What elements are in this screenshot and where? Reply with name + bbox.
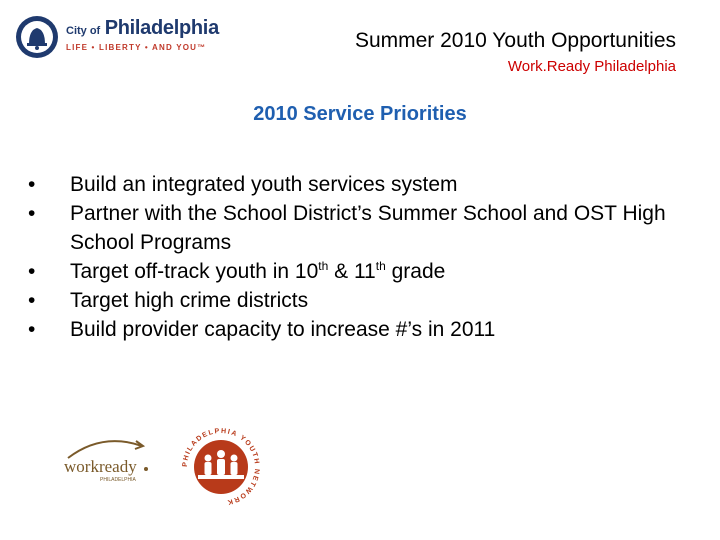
city-logo-text [66, 17, 219, 40]
youth-network-ring-text: PHILADELPHIA YOUTH NETWORK [181, 427, 261, 506]
text-segment: grade [385, 260, 446, 283]
bullet-marker: • [28, 202, 36, 225]
list-item [28, 257, 688, 286]
priorities-list [28, 170, 688, 344]
workready-wordmark: workready [64, 457, 137, 476]
city-tagline: LIFE • LIBERTY • AND YOU™ [66, 43, 207, 52]
list-item-text: Target high crime districts [70, 289, 309, 312]
workready-small-text: PHILADELPHIA [100, 477, 136, 483]
text-segment: Target off-track youth in 10 [70, 260, 319, 283]
city-of-philadelphia-logo [14, 14, 224, 60]
text-segment: & 11 [328, 260, 376, 283]
page-subtitle: Work.Ready Philadelphia [507, 58, 676, 75]
list-item [28, 286, 688, 315]
list-item [28, 170, 688, 199]
philadelphia-youth-network-logo [176, 424, 266, 510]
bullet-marker: • [28, 260, 36, 283]
list-item [28, 315, 688, 344]
ordinal-suffix: th [375, 259, 386, 273]
bullet-marker: • [28, 173, 36, 196]
workready-logo [62, 432, 152, 488]
ordinal-suffix: th [318, 259, 329, 273]
city-of-label: City of [66, 25, 101, 37]
bullet-marker: • [28, 289, 36, 312]
bullet-marker: • [28, 318, 36, 341]
list-item [28, 199, 688, 257]
list-item-text [70, 260, 445, 283]
list-item-text: Build an integrated youth services system [70, 173, 458, 196]
liberty-bell-icon [14, 14, 60, 60]
page-title: Summer 2010 Youth Opportunities [354, 29, 676, 52]
section-heading: 2010 Service Priorities [253, 103, 467, 125]
city-name-label: Philadelphia [104, 17, 219, 39]
list-item-text: Partner with the School District’s Summer School and OST High School Programs [70, 202, 666, 254]
list-item-text: Build provider capacity to increase #’s in 2011 [70, 318, 496, 341]
